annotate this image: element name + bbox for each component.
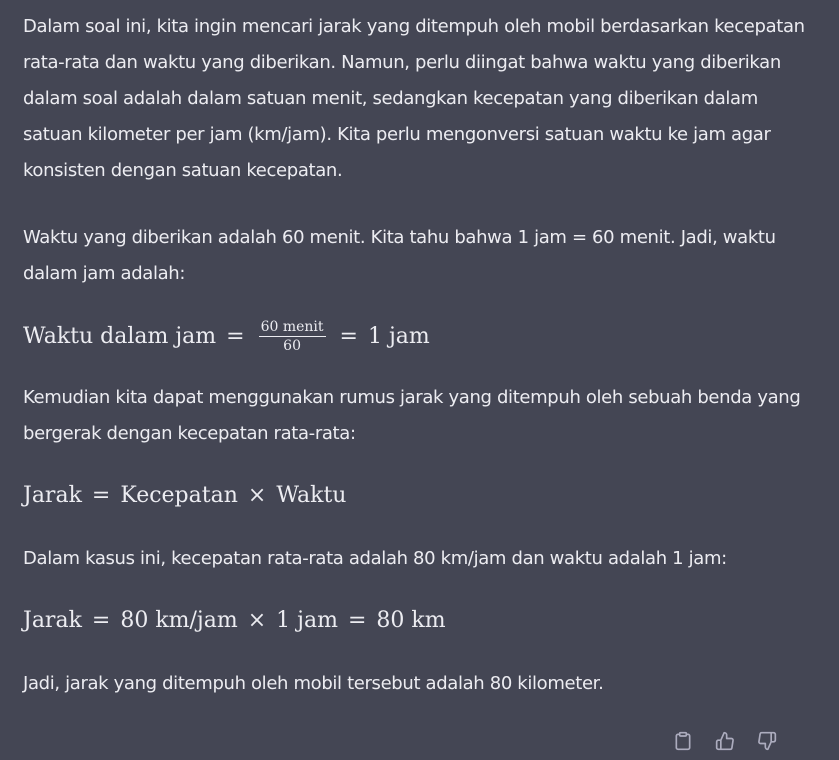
eq2-speed: Kecepatan bbox=[120, 483, 238, 508]
eq1-lhs: Waktu dalam jam bbox=[23, 323, 217, 349]
eq1-rhs: 1 jam bbox=[367, 323, 430, 349]
thumbs-down-icon bbox=[757, 731, 777, 751]
eq1-equals: = bbox=[226, 323, 245, 349]
message-actions bbox=[672, 730, 778, 752]
eq3-rhs: 80 km bbox=[376, 608, 446, 633]
eq3-equals-2: = bbox=[347, 608, 367, 633]
eq1-fraction-denominator: 60 bbox=[283, 338, 301, 354]
eq2-times: × bbox=[247, 483, 267, 508]
paragraph-case: Dalam kasus ini, kecepatan rata-rata adalah 80 km/jam dan waktu adalah 1 jam: bbox=[23, 548, 727, 569]
eq3-time: 1 jam bbox=[276, 608, 338, 633]
eq2-lhs: Jarak bbox=[23, 483, 82, 508]
eq1-fraction-numerator: 60 menit bbox=[260, 319, 324, 335]
paragraph-intro: Dalam soal ini, kita ingin mencari jarak yang ditempuh oleh mobil berdasarkan kecepatan rata-rata dan waktu yang diberikan. Namun, perlu diingat bahwa waktu yang diberikan dalam soal adalah dalam satuan menit, sedangkan kecepatan yang diberikan dalam satuan kilometer per jam (km/jam). Kita perlu mengonversi satuan waktu ke jam agar konsisten dengan satuan kecepatan. bbox=[23, 16, 805, 181]
clipboard-icon bbox=[673, 731, 693, 751]
eq3-speed: 80 km/jam bbox=[120, 608, 238, 633]
eq3-equals: = bbox=[91, 608, 111, 633]
eq3-times: × bbox=[247, 608, 267, 633]
equation-distance-formula bbox=[23, 481, 346, 511]
eq1-equals-2: = bbox=[339, 323, 358, 349]
equation-time-conversion bbox=[23, 319, 430, 354]
eq2-time: Waktu bbox=[276, 483, 347, 508]
paragraph-conclusion: Jadi, jarak yang ditempuh oleh mobil tersebut adalah 80 kilometer. bbox=[23, 673, 604, 694]
eq1-fraction bbox=[259, 319, 326, 354]
equation-distance-result bbox=[23, 606, 446, 636]
thumbs-down-button[interactable] bbox=[756, 730, 778, 752]
eq3-lhs: Jarak bbox=[23, 608, 82, 633]
eq2-equals: = bbox=[91, 483, 111, 508]
paragraph-time-given: Waktu yang diberikan adalah 60 menit. Kita tahu bahwa 1 jam = 60 menit. Jadi, waktu dalam jam adalah: bbox=[23, 227, 776, 284]
thumbs-up-button[interactable] bbox=[714, 730, 736, 752]
copy-button[interactable] bbox=[672, 730, 694, 752]
thumbs-up-icon bbox=[715, 731, 735, 751]
paragraph-formula-intro: Kemudian kita dapat menggunakan rumus jarak yang ditempuh oleh sebuah benda yang bergerak dengan kecepatan rata-rata: bbox=[23, 387, 801, 444]
